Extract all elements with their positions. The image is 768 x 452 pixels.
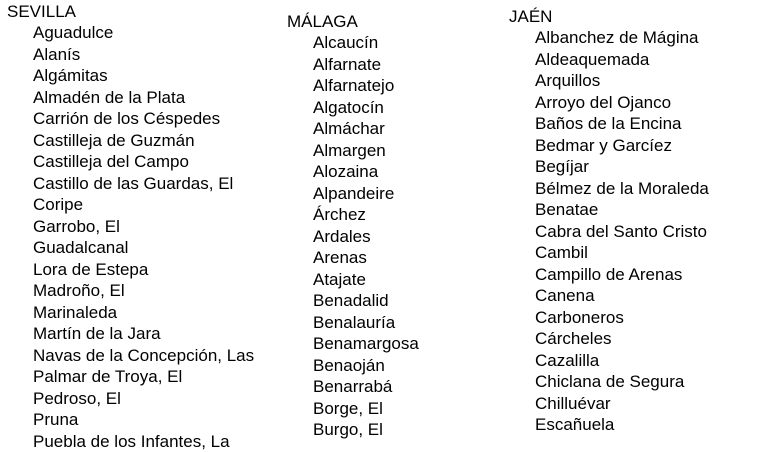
list-item: Aguadulce (33, 22, 254, 44)
column-heading: MÁLAGA (287, 12, 419, 32)
list-item: Carboneros (535, 307, 709, 329)
list-item: Atajate (313, 269, 419, 291)
list-item: Cazalilla (535, 350, 709, 372)
list-item: Campillo de Arenas (535, 264, 709, 286)
list-item: Begíjar (535, 156, 709, 178)
column-heading: JAÉN (509, 7, 709, 27)
list-item: Garrobo, El (33, 216, 254, 238)
list-item: Escañuela (535, 414, 709, 436)
list-item: Arroyo del Ojanco (535, 92, 709, 114)
list-item: Alozaina (313, 161, 419, 183)
list-item: Bélmez de la Moraleda (535, 178, 709, 200)
list-item: Arenas (313, 247, 419, 269)
list-item: Canena (535, 285, 709, 307)
list-item: Almáchar (313, 118, 419, 140)
column-malaga (287, 12, 419, 441)
list-item: Castilleja de Guzmán (33, 130, 254, 152)
list-item: Benadalid (313, 290, 419, 312)
list-item: Carrión de los Céspedes (33, 108, 254, 130)
list-item: Puebla de los Infantes, La (33, 431, 254, 452)
list-item: Alanís (33, 44, 254, 66)
list-item: Lora de Estepa (33, 259, 254, 281)
list-item: Cabra del Santo Cristo (535, 221, 709, 243)
list-item: Pruna (33, 409, 254, 431)
list-item: Guadalcanal (33, 237, 254, 259)
column-heading: SEVILLA (7, 2, 254, 22)
list-item: Alpandeire (313, 183, 419, 205)
list-item: Marinaleda (33, 302, 254, 324)
list-item: Baños de la Encina (535, 113, 709, 135)
municipality-list (287, 32, 419, 441)
list-item: Benatae (535, 199, 709, 221)
list-item: Martín de la Jara (33, 323, 254, 345)
list-item: Benamargosa (313, 333, 419, 355)
municipality-list (509, 27, 709, 436)
list-item: Alfarnate (313, 54, 419, 76)
list-item: Albanchez de Mágina (535, 27, 709, 49)
list-item: Chilluévar (535, 393, 709, 415)
municipality-list (7, 22, 254, 452)
list-item: Cárcheles (535, 328, 709, 350)
list-item: Benarrabá (313, 376, 419, 398)
list-item: Alfarnatejo (313, 75, 419, 97)
list-item: Cambil (535, 242, 709, 264)
list-item: Almadén de la Plata (33, 87, 254, 109)
list-item: Burgo, El (313, 419, 419, 441)
list-item: Benaoján (313, 355, 419, 377)
list-item: Chiclana de Segura (535, 371, 709, 393)
list-item: Bedmar y Garcíez (535, 135, 709, 157)
list-item: Madroño, El (33, 280, 254, 302)
list-item: Borge, El (313, 398, 419, 420)
list-item: Benalauría (313, 312, 419, 334)
list-item: Algámitas (33, 65, 254, 87)
list-item: Árchez (313, 204, 419, 226)
list-item: Algatocín (313, 97, 419, 119)
list-item: Coripe (33, 194, 254, 216)
list-item: Ardales (313, 226, 419, 248)
list-item: Navas de la Concepción, Las (33, 345, 254, 367)
column-sevilla (7, 2, 254, 452)
list-item: Arquillos (535, 70, 709, 92)
column-jaen (509, 7, 709, 436)
list-item: Castilleja del Campo (33, 151, 254, 173)
list-item: Palmar de Troya, El (33, 366, 254, 388)
list-item: Alcaucín (313, 32, 419, 54)
list-item: Pedroso, El (33, 388, 254, 410)
list-item: Almargen (313, 140, 419, 162)
list-item: Castillo de las Guardas, El (33, 173, 254, 195)
list-item: Aldeaquemada (535, 49, 709, 71)
